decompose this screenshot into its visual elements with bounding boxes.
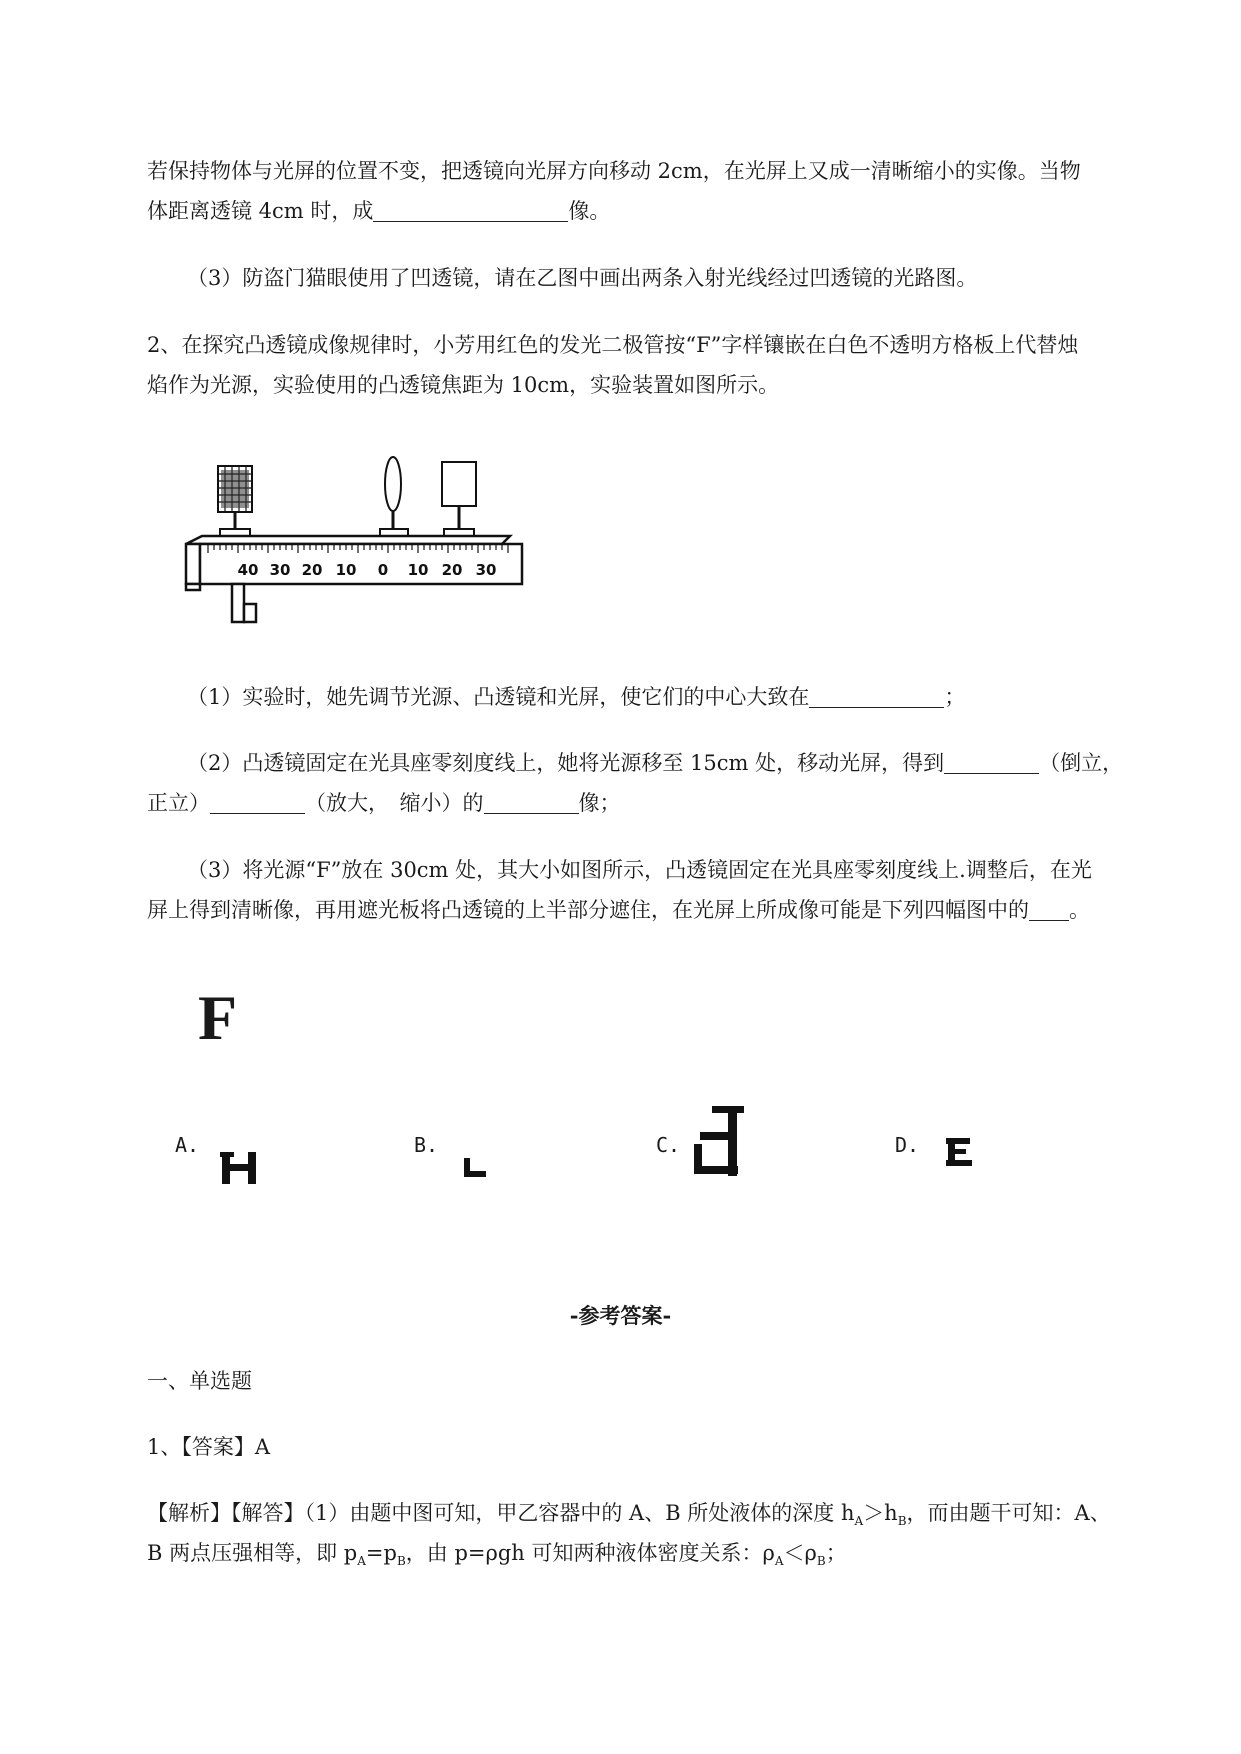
answer-blank[interactable] [210,787,305,814]
q2-intro-line2: 焰作为光源，实验使用的凸透镜焦距为 10cm，实验装置如图所示。 [147,373,780,397]
q2-part3-line1: （3）将光源“F”放在 30cm 处，其大小如图所示，凸透镜固定在光具座零刻度线上.调整后，在光 [187,858,1092,882]
analysis-line1: 【解析】【解答】（1）由题中图可知，甲乙容器中的 A、B 所处液体的深度 $h_A>h_B$，而由题干可知：A、 [147,1501,1111,1528]
q2-part1: （1）实验时，她先调节光源、凸透镜和光屏，使它们的中心大致在 ； [147,678,1187,716]
ruler-tick-label: 10 [407,561,429,579]
ruler-tick-label: 10 [335,561,357,579]
ruler-tick-label: 30 [475,561,497,579]
answer-blank[interactable] [373,195,568,222]
answer-1: 1、【答案】A [147,1435,271,1459]
option-c-image[interactable] [692,1104,752,1178]
q2-part3-line2: 屏上得到清晰像，再用遮光板将凸透镜的上半部分遮住，在光屏上所成像可能是下列四幅图中的 。 [147,891,1187,929]
q2-intro-line1: 2、在探究凸透镜成像规律时，小芳用红色的发光二极管按“F”字样镶嵌在白色不透明方格板上代替烛 [147,333,1079,357]
ruler-tick-label: 20 [301,561,323,579]
option-d-label[interactable]: D. [895,1133,920,1157]
option-a-label[interactable]: A. [175,1133,200,1157]
q2-part2-line1: （2）凸透镜固定在光具座零刻度线上，她将光源移至 15cm 处，移动光屏，得到 （倒立， [147,744,1187,782]
ruler-tick-label: 0 [377,561,389,579]
source-f-image: F [198,982,238,1053]
option-d-image[interactable] [944,1136,974,1168]
answer-blank[interactable] [484,787,579,814]
section-heading: 一、单选题 [147,1369,252,1393]
q1-cont-line2: 体距离透镜 4cm 时，成 像。 [147,192,1187,230]
option-b-image[interactable] [460,1158,490,1178]
answer-section-title: -参考答案- [569,1303,672,1328]
optical-bench-figure [180,454,560,639]
ruler-tick-label: 20 [441,561,463,579]
ruler-tick-label: 40 [237,561,259,579]
ruler-tick-label: 30 [269,561,291,579]
option-a-image[interactable] [220,1150,260,1186]
bench-clamp [232,584,256,622]
analysis-line2: B 两点压强相等，即 $p_A=p_B$，由 p=ρgh 可知两种液体密度关系：$\rho_A<\rho_B$； [147,1541,847,1568]
q2-part2-line2: 正立） （放大， 缩小）的 像； [147,784,1187,822]
light-screen [442,462,476,534]
option-c-label[interactable]: C. [656,1133,681,1157]
answer-blank[interactable] [809,681,944,708]
q1-part3: （3）防盗门猫眼使用了凹透镜，请在乙图中画出两条入射光线经过凹透镜的光路图。 [187,266,978,290]
light-source-board [218,466,252,534]
convex-lens [385,457,401,534]
answer-blank[interactable] [1029,894,1069,921]
answer-blank[interactable] [944,747,1039,774]
option-b-label[interactable]: B. [414,1133,439,1157]
q1-cont-line1: 若保持物体与光屏的位置不变，把透镜向光屏方向移动 2cm，在光屏上又成一清晰缩小的实像。当物 [147,159,1081,183]
